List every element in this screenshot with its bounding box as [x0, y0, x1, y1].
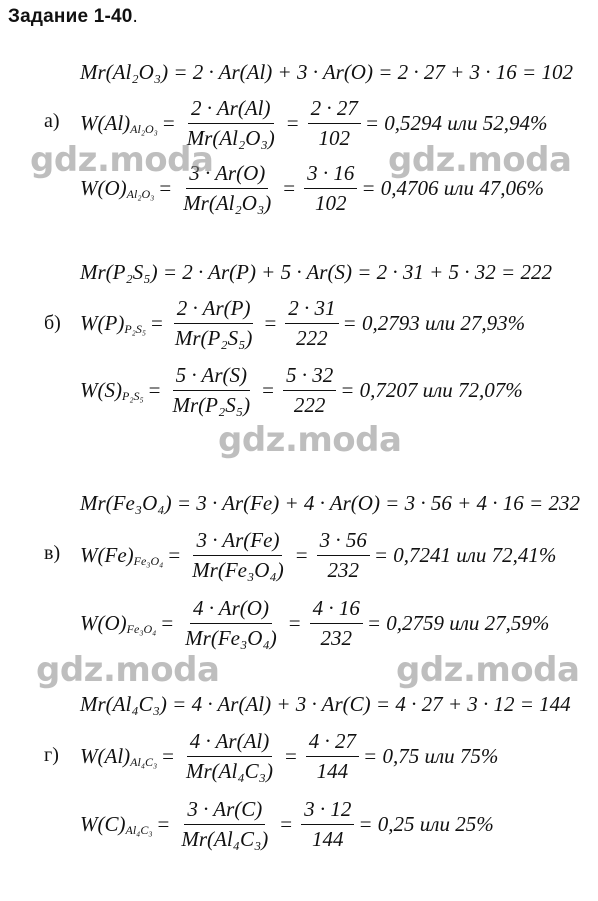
result-v2: = 0,2759 или 27,59% — [366, 611, 550, 635]
w-left-v1: W(Fe) — [80, 543, 134, 567]
mass-fraction-row-b2: W(S) P₂S₅ = $\frac{5 \cdot Ar(S)}{\text{Mr(P₂S₅)}}$ = $\frac{5 \cdot 32}{222}$ = 0,7207 или 72,07% — [80, 363, 523, 417]
mass-fraction-row-a2: W(O) Al₂O₃ = $\frac{3 \cdot Ar(O)}{\text{Mr(Al₂O₃)}}$ = $\frac{3 \cdot 16}{102}$ = 0,4706 или 47,06% — [80, 161, 544, 215]
w-sub-a2: Al₂O₃ — [126, 187, 155, 201]
w-sub-g1: Al₄C₃ — [130, 755, 158, 769]
fraction2-g2: $\frac{3 \cdot 12}{144}$ — [301, 797, 354, 852]
molar-mass-line-g: Mr(Al₄C₃) = 4 · Ar(Al) + 3 · Ar(C) = 4 · 27 + 3 · 12 = 144 — [80, 692, 571, 716]
result-g1: = 0,75 или 75% — [363, 744, 499, 768]
result-g2: = 0,25 или 25% — [358, 812, 494, 836]
fraction-a1: $\frac{2 \cdot Ar(Al)}{\text{Mr(Al₂O₃)}}$ — [186, 96, 275, 150]
w-sub-b1: P₂S₅ — [124, 322, 146, 336]
mass-fraction-row-b1: W(P) P₂S₅ = $\frac{2 \cdot Ar(P)}{\text{Mr(P₂S₅)}}$ = $\frac{2 \cdot 31}{222}$ = 0,2793 или 27,93% — [80, 296, 526, 350]
section-label-b: б) — [44, 312, 61, 334]
w-sub-v1: Fe₃O₄ — [133, 554, 164, 568]
result-b2: = 0,7207 или 72,07% — [340, 378, 523, 402]
fraction2-b1: $\frac{2 \cdot 31}{222}$ — [285, 296, 338, 351]
fraction2-v2: $\frac{4 \cdot 16}{232}$ — [310, 596, 363, 651]
watermark-5: gdz.moda — [396, 650, 580, 690]
mass-fraction-row-v1: W(Fe) Fe₃O₄ = $\frac{3 \cdot Ar(Fe)}{\text{Mr(Fe₃O₄)}}$ = $\frac{3 \cdot 56}{232}$ = 0,7241 или 72,41% — [80, 528, 557, 582]
fraction-b2: $\frac{5 \cdot Ar(S)}{\text{Mr(P₂S₅)}}$ — [172, 363, 251, 417]
watermark-2: gdz.moda — [388, 140, 572, 180]
fraction-v1: $\frac{3 \cdot Ar(Fe)}{\text{Mr(Fe₃O₄)}}$ — [192, 528, 284, 582]
w-sub-g2: Al₄C₃ — [125, 823, 153, 837]
mass-fraction-row-g2: W(C) Al₄C₃ = $\frac{3 \cdot Ar(C)}{\text{Mr(Al₄C₃)}}$ = $\frac{3 \cdot 12}{144}$ = 0,25 или 25% — [80, 797, 494, 851]
w-left-v2: W(O) — [80, 611, 127, 635]
mass-fraction-row-a1: W(Al) Al₂O₃ = $\frac{2 \cdot Ar(Al)}{\text{Mr(Al₂O₃)}}$ = $\frac{2 \cdot 27}{102}$ = 0,5294 или 52,94% — [80, 96, 548, 150]
result-a2: = 0,4706 или 47,06% — [361, 176, 544, 200]
molar-mass-line-v: Mr(Fe₃O₄) = 3 · Ar(Fe) + 4 · Ar(O) = 3 · 56 + 4 · 16 = 232 — [80, 491, 580, 515]
w-sub-v2: Fe₃O₄ — [126, 622, 157, 636]
fraction-g2: $\frac{3 \cdot Ar(C)}{\text{Mr(Al₄C₃)}}$ — [181, 797, 269, 851]
w-left-b1: W(P) — [80, 311, 125, 335]
fraction2-a1: $\frac{2 \cdot 27}{102}$ — [308, 96, 361, 151]
w-left-g1: W(Al) — [80, 744, 131, 768]
molar-mass-line-b: Mr(P₂S₅) = 2 · Ar(P) + 5 · Ar(S) = 2 · 31 + 5 · 32 = 222 — [80, 260, 552, 284]
mass-fraction-row-g1: W(Al) Al₄C₃ = $\frac{4 \cdot Ar(Al)}{\text{Mr(Al₄C₃)}}$ = $\frac{4 \cdot 27}{144}$ = 0,75 или 75% — [80, 729, 499, 783]
molar-mass-line-a: Mr(Al₂O₃) = 2 · Ar(Al) + 3 · Ar(O) = 2 · 27 + 3 · 16 = 102 — [80, 60, 573, 84]
fraction2-g1: $\frac{4 \cdot 27}{144}$ — [306, 729, 359, 784]
result-a1: = 0,5294 или 52,94% — [364, 111, 548, 135]
watermark-3: gdz.moda — [218, 420, 402, 460]
result-b1: = 0,2793 или 27,93% — [342, 311, 526, 335]
section-label-g: г) — [44, 744, 59, 766]
section-label-a: а) — [44, 110, 60, 132]
w-left-a1: W(Al) — [80, 111, 131, 135]
fraction-v2: $\frac{4 \cdot Ar(O)}{\text{Mr(Fe₃O₄)}}$ — [185, 596, 277, 650]
w-sub-a1: Al₂O₃ — [130, 122, 158, 136]
fraction2-v1: $\frac{3 \cdot 56}{232}$ — [317, 528, 370, 583]
watermark-4: gdz.moda — [36, 650, 220, 690]
w-left-a2: W(O) — [80, 176, 127, 200]
w-left-b2: W(S) — [80, 378, 122, 402]
fraction2-a2: $\frac{3 \cdot 16}{102}$ — [304, 161, 357, 216]
section-label-v: в) — [44, 542, 61, 564]
w-sub-b2: P₂S₅ — [121, 389, 144, 403]
mass-fraction-row-v2: W(O) Fe₃O₄ = $\frac{4 \cdot Ar(O)}{\text{Mr(Fe₃O₄)}}$ = $\frac{4 \cdot 16}{232}$ = 0,2759 или 27,59% — [80, 596, 550, 650]
watermark-1: gdz.moda — [30, 140, 214, 180]
fraction-a2: $\frac{3 \cdot Ar(O)}{\text{Mr(Al₂O₃)}}$ — [183, 161, 272, 215]
fraction2-b2: $\frac{5 \cdot 32}{222}$ — [283, 363, 336, 418]
fraction-g1: $\frac{4 \cdot Ar(Al)}{\text{Mr(Al₄C₃)}}$ — [186, 729, 273, 783]
w-left-g2: W(C) — [80, 812, 126, 836]
fraction-b1: $\frac{2 \cdot Ar(P)}{\text{Mr(P₂S₅)}}$ — [174, 296, 253, 350]
result-v1: = 0,7241 или 72,41% — [373, 543, 557, 567]
task-title: Задание 1-40. — [8, 6, 139, 27]
